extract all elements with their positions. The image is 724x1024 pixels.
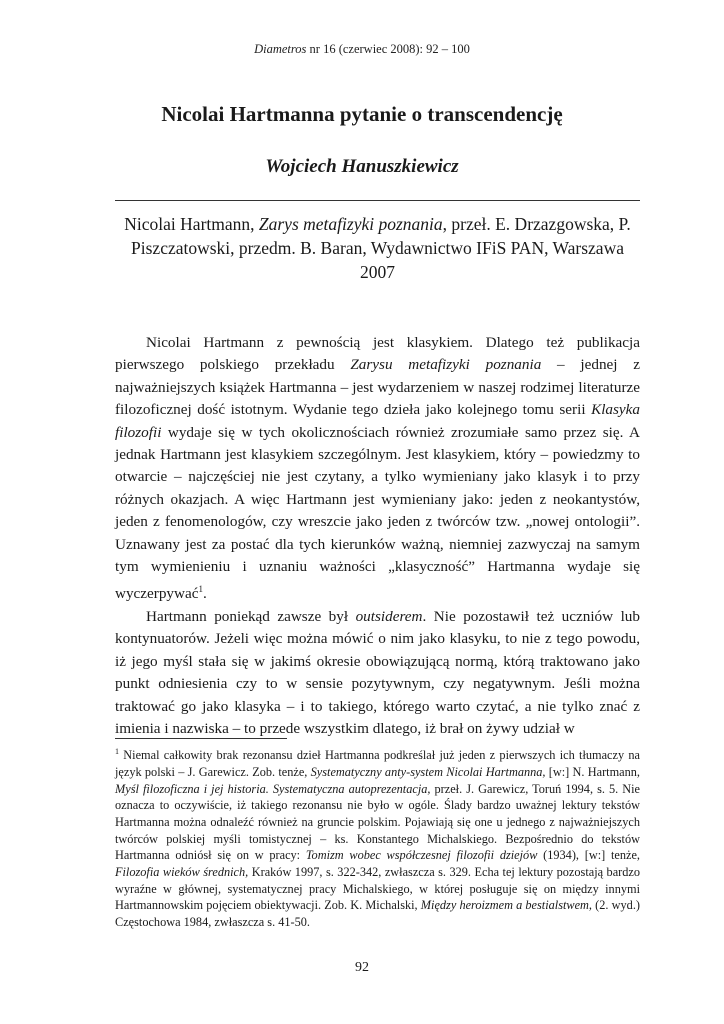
footnote-divider (115, 738, 287, 739)
p1-text-1: Nicolai Hartmann z pewnością jest klasykiem. Dlatego też publikacja pierwszego polskiego przekładu (115, 334, 640, 374)
fn-italic-4: Filozofia wieków średnich, (115, 865, 249, 880)
article-author: Wojciech Hanuszkiewicz (265, 156, 459, 177)
running-head (0, 42, 724, 57)
page-number: 92 (355, 960, 369, 975)
paragraph-1 (115, 332, 640, 606)
p1-text-2: – jednej z najważniejszych książek Hartmanna – jest wydarzeniem w naszej rodzimej literaturze filozoficznej dość istotnym. Wydanie tego dzieła jako kolejnego tomu serii (115, 356, 640, 419)
fn-text-1: Niemal całkowity brak rezonansu dzieł Hartmanna podkreślał już jeden z pierwszych ich tłumaczy na język polski – J. Garewicz. Zob. tenże, (115, 748, 640, 779)
p1-italic-2: Klasyka filozofii (115, 401, 640, 441)
journal-name: Diametros (254, 42, 307, 56)
p2-italic-1: outsiderem (355, 607, 423, 625)
fn-italic-3: Tomizm wobec współczesnej filozofii dziejów (305, 848, 538, 863)
footnote-number: 1 (115, 747, 119, 756)
fn-text-6: (2. wyd.) Częstochowa 1984, zwłaszcza s. 41-50. (115, 898, 640, 930)
fn-italic-2: Myśl filozoficzna i jej historia. Systematyczna autoprezentacja, (115, 781, 431, 796)
footnote-reference[interactable]: 1 (198, 584, 203, 595)
issue-info: nr 16 (czerwiec 2008): 92 – 100 (306, 42, 470, 56)
p1-italic-1: Zarysu metafizyki poznania (350, 356, 542, 374)
fn-text-5: Kraków 1997, s. 322-342, zwłaszcza s. 329. Echa tej lektury pozostają bardzo wyraźne w głównej, systematycznej pracy Michalskiego, w której posługuje się on między innymi Hartmannowskim pojęciem obiektywacji. Zob. K. Michalski, (115, 865, 640, 913)
fn-text-2: [w:] N. Hartmann, (545, 764, 640, 779)
p2-text-1: Hartmann poniekąd zawsze był (146, 607, 356, 625)
reviewed-work-citation (115, 212, 640, 284)
reviewed-book-title: Zarys metafizyki poznania (258, 214, 443, 234)
reviewed-author: Nicolai Hartmann, (124, 214, 259, 234)
header-divider (115, 200, 640, 201)
body-text (115, 332, 640, 740)
reviewed-publication-details: , przeł. E. Drzazgowska, P. Piszczatowski, przedm. B. Baran, Wydawnictwo IFiS PAN, Warszawa 2007 (131, 214, 631, 282)
footnote-1 (115, 744, 640, 931)
p2-text-2: . Nie pozostawił też uczniów lub kontynuatorów. Jeżeli więc można mówić o nim jako klasyku, to nie z tego powodu, iż jego myśl stała się w jakimś okresie obowiązującą normą, którą traktowano jako punkt odniesienia czy to w sensie pozytywnym, czy negatywnym. Jeśli można traktować go jako klasyka – i to takiego, którego warto czytać, a nie tylko znać z imienia i nazwiska – to przede wszystkim dlatego, iż brał on żywy udział w (115, 607, 640, 737)
paragraph-2 (115, 606, 640, 740)
article-title: Nicolai Hartmanna pytanie o transcendencję (161, 102, 563, 126)
fn-italic-1: Systematyczny anty-system Nicolai Hartmanna, (310, 764, 546, 779)
fn-text-4: (1934), [w:] tenże, (537, 848, 640, 863)
fn-text-3: przeł. J. Garewicz, Toruń 1994, s. 5. Nie oznacza to oczywiście, iż takiego rezonansu nie było w ogóle. Ślady bardzo uważnej lektury tekstów Hartmanna można odnaleźć również na gruncie polskim. Pojawiają się one u jednego z najważniejszych twórców polskiej myśli tomistycznej – ks. Konstantego Michalskiego. Bezpośrednio do tekstów Hartmanna odniósł się on w pracy: (115, 781, 640, 863)
fn-italic-5: Między heroizmem a bestialstwem, (420, 898, 593, 913)
p1-text-4: . (202, 585, 207, 603)
p1-text-3: wydaje się w tych okolicznościach również zrozumiałe samo przez się. A jednak Hartmann jest klasykiem szczególnym. Jest klasykiem, który – powiedzmy to otwarcie – najczęściej nie jest czytany, a tylko wymieniany jako klasyk i to przy różnych okazjach. A więc Hartmann jest wymieniany jako: jeden z neokantystów, jeden z fenomenologów, czy wreszcie jako jeden z twórców tzw. „nowej ontologii”. Uznawany jest za postać dla tych kierunków ważną, niemniej zazwyczaj na samym tym wymienieniu i uznaniu ważności „klasyczność” Hartmanna wydaje się wyczerpywać (115, 423, 640, 603)
